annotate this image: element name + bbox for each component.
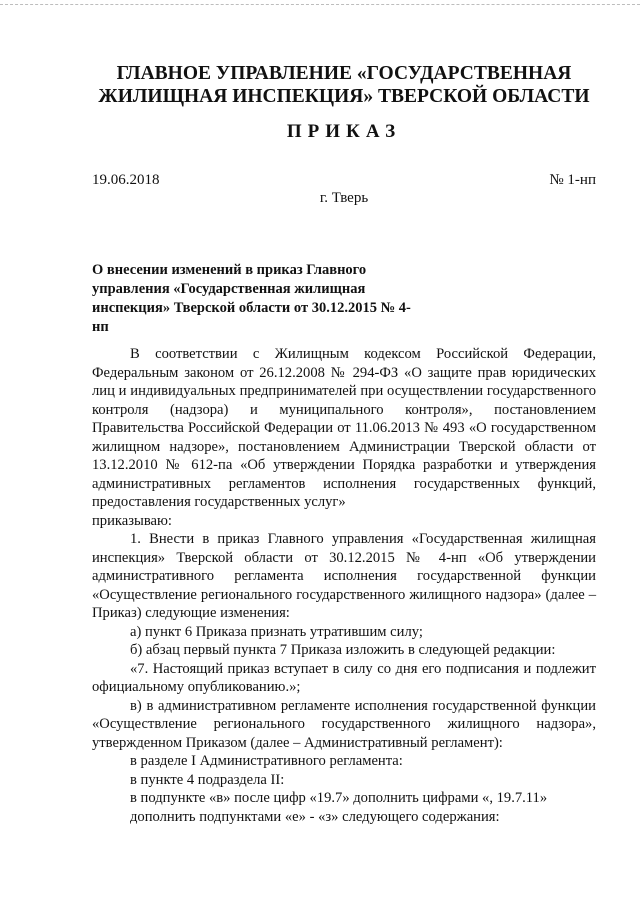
organization-line-2: ЖИЛИЩНАЯ ИНСПЕКЦИЯ» ТВЕРСКОЙ ОБЛАСТИ	[98, 86, 590, 107]
paragraph-item-a: а) пункт 6 Приказа признать утратившим силу;	[130, 623, 423, 640]
document-number: № 1-нп	[549, 172, 596, 188]
paragraph-subpoint-v: в подпункте «в» после цифр «19.7» дополнить цифрами «, 19.7.11»	[130, 790, 548, 806]
paragraph-point-4: в пункте 4 подраздела II:	[130, 771, 285, 788]
document-type: ПРИКАЗ	[286, 121, 402, 142]
paragraph-preamble: В соответствии с Жилищным кодексом Российской Федерации, Федеральным законом от 26.12.2008 № 294-ФЗ «О защите прав юридических лиц и индивидуальных предпринимателей при осуществлении государственного контроля (надзора) и муниципального контроля», постановлением Правительства Российской Федерации от 11.06.2013 № 493 «О государственном жилищном надзоре», постановлением Администрации Тверской области от 13.12.2010 № 612-па «Об утверждении Порядка разработки и утверждения административных регламентов исполнения государственных функций, предоставления государственных услуг»	[92, 346, 596, 510]
document-subject	[92, 261, 412, 337]
paragraph-item-v: в) в административном регламенте исполнения государственной функции «Осуществление регионального государственного жилищного надзора», утвержденном Приказом (далее – Административный регламент):	[92, 697, 596, 751]
paragraph-item-1: 1. Внести в приказ Главного управления «Государственная жилищная инспекция» Тверской области от 30.12.2015 № 4-нп «Об утверждении административного регламента исполнения государственной функции «Осуществление регионального государственного жилищного надзора» (далее – Приказ) следующие изменения:	[92, 531, 596, 621]
organization-line-1: ГЛАВНОЕ УПРАВЛЕНИЕ «ГОСУДАРСТВЕННАЯ	[116, 63, 572, 84]
document-date: 19.06.2018	[92, 172, 160, 188]
scan-edge-line	[0, 4, 640, 5]
paragraph-order-word: приказываю:	[92, 512, 172, 529]
organization-name	[92, 62, 596, 108]
paragraph-section-1: в разделе I Административного регламента:	[130, 753, 403, 769]
subject-line-2: управления «Государственная жилищная	[92, 281, 366, 297]
paragraph-add-subpoints: дополнить подпунктами «е» - «з» следующего содержания:	[130, 808, 500, 825]
subject-line-3: инспекция» Тверской области от 30.12.2015 № 4-нп	[92, 300, 411, 335]
document-city: г. Тверь	[319, 190, 369, 206]
paragraph-quote-7: «7. Настоящий приказ вступает в силу со дня его подписания и подлежит официальному опубликованию.»;	[92, 660, 596, 695]
subject-line-1: О внесении изменений в приказ Главного	[92, 262, 367, 278]
document-body	[92, 345, 596, 826]
paragraph-item-b: б) абзац первый пункта 7 Приказа изложить в следующей редакции:	[130, 642, 556, 658]
